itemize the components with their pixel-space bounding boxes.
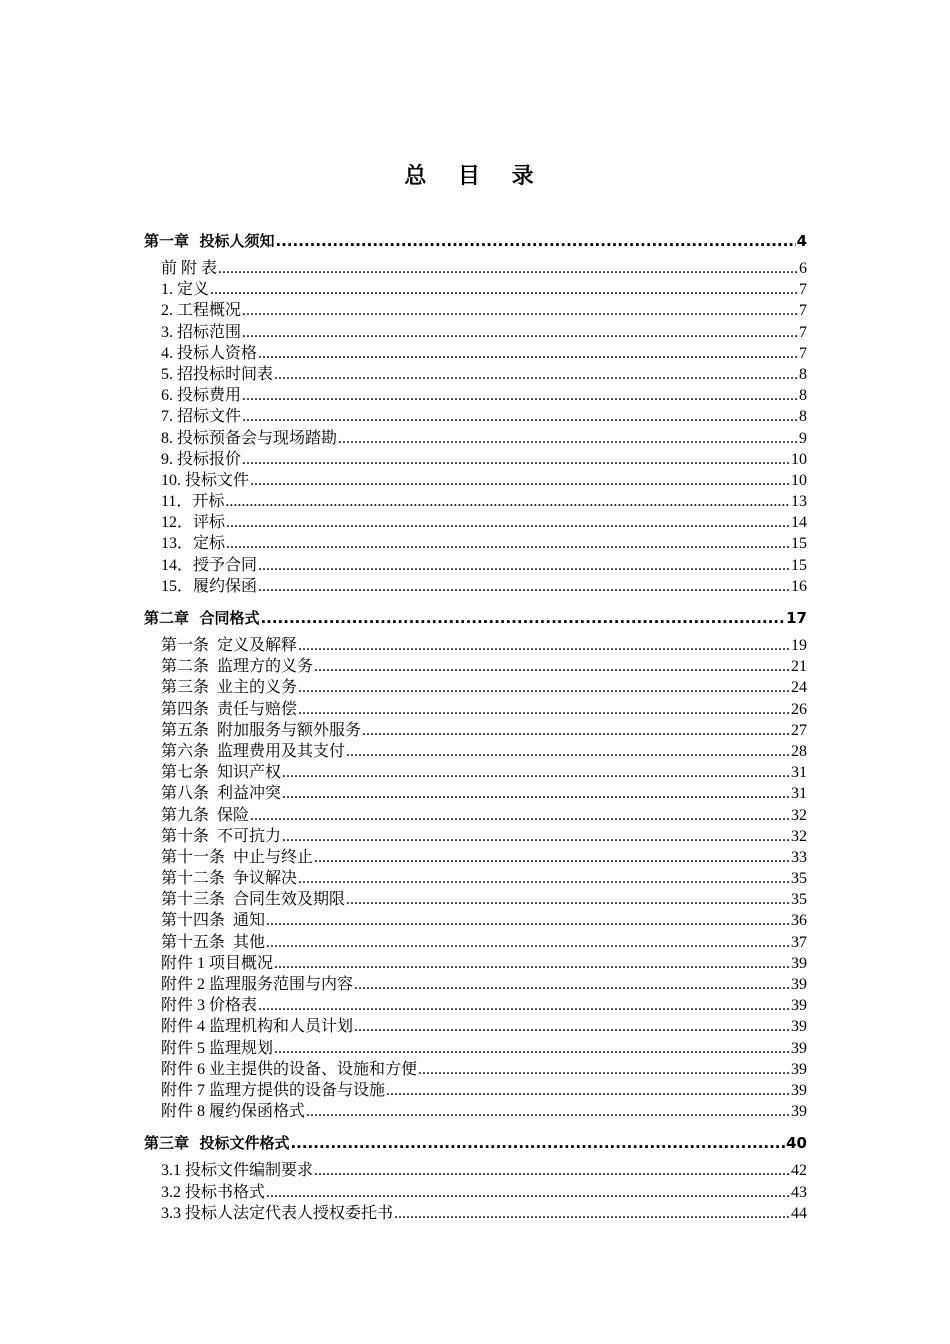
toc-entry[interactable]: [161, 783, 807, 804]
toc-entry[interactable]: [161, 1203, 807, 1224]
toc-entry[interactable]: [161, 1080, 807, 1101]
toc-entry-page-number: 35: [791, 891, 807, 909]
toc-entry-page-number: 44: [791, 1204, 807, 1222]
dot-leader: [354, 1016, 790, 1037]
toc-entry-title: 7. 招标文件: [161, 408, 242, 426]
toc-entry-title: 附件 6 业主提供的设备、设施和方便: [161, 1060, 418, 1078]
toc-entry-page-number: 10: [791, 450, 807, 468]
toc-entry[interactable]: [161, 470, 807, 491]
dot-leader: [274, 953, 790, 974]
toc-entry-page-number: 9: [799, 429, 807, 447]
dot-leader: [314, 656, 790, 677]
toc-entry[interactable]: [161, 1182, 807, 1203]
toc-entry-title: 11．开标: [161, 493, 225, 511]
toc-entry-title: 第八条 利益冲突: [161, 785, 282, 803]
toc-entry-title: 前 附 表: [161, 260, 218, 277]
toc-entry-title: 3.3 投标人法定代表人授权委托书: [161, 1204, 394, 1222]
toc-entry-page-number: 39: [791, 976, 807, 993]
dot-leader: [242, 449, 790, 470]
dot-leader: [242, 385, 798, 406]
toc-entry-title: 第十一条 中止与终止: [161, 848, 314, 866]
toc-entry-title: 1. 定义: [161, 281, 210, 299]
toc-chapter-title: 第三章 投标文件格式: [144, 1134, 290, 1153]
toc-entry[interactable]: [161, 576, 807, 597]
toc-entry-list: [144, 1160, 807, 1224]
toc-entry[interactable]: [161, 656, 807, 677]
toc-entry[interactable]: [161, 805, 807, 826]
dot-leader: [346, 741, 790, 762]
toc-entry-title: 8. 投标预备会与现场踏勘: [161, 429, 338, 447]
dot-leader: [218, 258, 798, 279]
toc-chapter-page-number: 40: [786, 1134, 807, 1153]
toc-entry-page-number: 10: [791, 471, 807, 489]
toc-entry-title: 2. 工程概况: [161, 302, 242, 320]
toc-entry-page-number: 39: [791, 1060, 807, 1078]
dot-leader: [306, 1101, 790, 1122]
toc-entry-title: 附件 3 价格表: [161, 997, 258, 1015]
toc-entry[interactable]: [161, 491, 807, 512]
dot-leader: [258, 576, 790, 597]
toc-entry-page-number: 7: [799, 323, 807, 341]
toc-entry[interactable]: [161, 1059, 807, 1080]
toc-entry-page-number: 31: [791, 764, 807, 782]
dot-leader: [290, 1130, 785, 1156]
toc-entry-title: 第二条 监理方的义务: [161, 658, 314, 676]
toc-entry-page-number: 32: [791, 806, 807, 824]
dot-leader: [258, 995, 790, 1016]
toc-entry[interactable]: [161, 406, 807, 427]
toc-entry-page-number: 21: [791, 658, 807, 676]
toc-entry-title: 3.1 投标文件编制要求: [161, 1162, 314, 1180]
toc-chapter-heading[interactable]: [144, 228, 807, 254]
dot-leader: [260, 605, 785, 631]
toc-entry-page-number: 7: [799, 344, 807, 362]
toc-entry-page-number: 13: [791, 493, 807, 511]
toc-entry[interactable]: [161, 635, 807, 656]
toc-entry[interactable]: [161, 868, 807, 889]
dot-leader: [258, 555, 790, 576]
toc-entry-page-number: 43: [791, 1183, 807, 1201]
dot-leader: [298, 635, 790, 656]
dot-leader: [362, 720, 790, 741]
toc-entry[interactable]: [161, 762, 807, 783]
toc-entry-title: 第十条 不可抗力: [161, 827, 282, 845]
toc-entry[interactable]: [161, 910, 807, 931]
toc-entry-page-number: 19: [791, 637, 807, 654]
toc-entry[interactable]: [161, 428, 807, 449]
toc-entry[interactable]: [161, 449, 807, 470]
toc-entry[interactable]: [161, 699, 807, 720]
toc-entry-page-number: 32: [791, 827, 807, 845]
toc-entry[interactable]: [161, 932, 807, 953]
dot-leader: [274, 1038, 790, 1059]
toc-entry[interactable]: [161, 741, 807, 762]
toc-entry-title: 5. 招投标时间表: [161, 365, 274, 383]
toc-entry-page-number: 27: [791, 721, 807, 739]
toc-entry[interactable]: [161, 847, 807, 868]
dot-leader: [266, 1182, 790, 1203]
toc-chapter-page-number: 17: [786, 609, 807, 627]
toc-entry-page-number: 24: [791, 679, 807, 697]
toc-entry-title: 第九条 保险: [161, 806, 250, 824]
toc-chapter: [144, 228, 807, 597]
toc-entry-page-number: 8: [799, 387, 807, 405]
toc-entry-list: [144, 258, 807, 597]
toc-entry-page-number: 15: [791, 556, 807, 574]
toc-entry-title: 第六条 监理费用及其支付: [161, 742, 346, 760]
dot-leader: [266, 932, 790, 953]
toc-entry-page-number: 28: [791, 742, 807, 760]
toc-entry-page-number: 39: [791, 954, 807, 972]
toc-entry[interactable]: [161, 343, 807, 364]
toc-entry-title: 9. 投标报价: [161, 450, 242, 468]
dot-leader: [386, 1080, 790, 1101]
toc-entry-page-number: 39: [791, 1018, 807, 1036]
toc-entry-title: 第三条 业主的义务: [161, 679, 298, 697]
toc-entry-title: 13．定标: [161, 535, 226, 553]
dot-leader: [225, 491, 790, 512]
toc-entry[interactable]: [161, 258, 807, 279]
toc-entry[interactable]: [161, 279, 807, 300]
toc-entry[interactable]: [161, 1101, 807, 1122]
toc-entry-page-number: 36: [791, 912, 807, 930]
toc-entry-title: 第十二条 争议解决: [161, 870, 298, 888]
toc-entry-page-number: 6: [799, 260, 807, 277]
toc-entry-title: 附件 5 监理规划: [161, 1039, 274, 1057]
toc-entry[interactable]: [161, 364, 807, 385]
toc-entry[interactable]: [161, 300, 807, 321]
dot-leader: [250, 805, 790, 826]
toc-entry-page-number: 39: [791, 1039, 807, 1057]
toc-entry-title: 附件 4 监理机构和人员计划: [161, 1018, 354, 1036]
table-of-contents: [144, 228, 807, 1232]
toc-entry-title: 4. 投标人资格: [161, 344, 258, 362]
toc-entry-title: 第十四条 通知: [161, 912, 266, 930]
toc-entry-title: 附件 8 履约保函格式: [161, 1103, 306, 1121]
toc-entry-page-number: 14: [791, 514, 807, 532]
toc-entry-title: 第十五条 其他: [161, 933, 266, 951]
dot-leader: [418, 1059, 790, 1080]
dot-leader: [275, 228, 795, 254]
dot-leader: [298, 699, 790, 720]
toc-entry-title: 第一条 定义及解释: [161, 637, 298, 654]
toc-entry-list: [144, 635, 807, 1122]
dot-leader: [338, 428, 798, 449]
toc-entry-page-number: 39: [791, 997, 807, 1015]
toc-entry-page-number: 39: [791, 1103, 807, 1121]
toc-entry-title: 3. 招标范围: [161, 323, 242, 341]
dot-leader: [314, 1160, 790, 1181]
toc-chapter-title: 第二章 合同格式: [144, 609, 260, 627]
toc-entry-title: 第五条 附加服务与额外服务: [161, 721, 362, 739]
toc-chapter-page-number: 4: [796, 232, 807, 250]
toc-entry-page-number: 35: [791, 870, 807, 888]
toc-entry-page-number: 39: [791, 1081, 807, 1099]
toc-entry-title: 附件 7 监理方提供的设备与设施: [161, 1081, 386, 1099]
toc-entry-title: 第七条 知识产权: [161, 764, 282, 782]
dot-leader: [226, 512, 790, 533]
toc-chapter-title: 第一章 投标人须知: [144, 232, 275, 250]
toc-chapter-heading[interactable]: [144, 605, 807, 631]
dot-leader: [354, 974, 790, 995]
toc-entry[interactable]: [161, 533, 807, 554]
toc-entry-title: 15．履约保函: [161, 577, 258, 595]
dot-leader: [394, 1203, 790, 1224]
toc-entry[interactable]: [161, 512, 807, 533]
toc-chapter: [144, 1130, 807, 1224]
dot-leader: [298, 868, 790, 889]
toc-entry[interactable]: [161, 1016, 807, 1037]
dot-leader: [282, 762, 790, 783]
toc-entry-page-number: 16: [791, 577, 807, 595]
toc-entry[interactable]: [161, 385, 807, 406]
dot-leader: [242, 300, 798, 321]
toc-entry[interactable]: [161, 953, 807, 974]
toc-entry-page-number: 15: [791, 535, 807, 553]
toc-entry-title: 10. 投标文件: [161, 471, 250, 489]
toc-entry-page-number: 31: [791, 785, 807, 803]
dot-leader: [242, 406, 798, 427]
toc-entry-page-number: 7: [799, 281, 807, 299]
dot-leader: [314, 847, 790, 868]
toc-entry-page-number: 42: [791, 1162, 807, 1180]
dot-leader: [346, 889, 790, 910]
toc-entry[interactable]: [161, 322, 807, 343]
toc-entry[interactable]: [161, 889, 807, 910]
toc-chapter-heading[interactable]: [144, 1130, 807, 1156]
toc-entry[interactable]: [161, 1038, 807, 1059]
toc-entry[interactable]: [161, 720, 807, 741]
toc-entry-page-number: 8: [799, 408, 807, 426]
dot-leader: [226, 533, 790, 554]
dot-leader: [250, 470, 790, 491]
toc-chapter: [144, 605, 807, 1122]
toc-entry-page-number: 33: [791, 848, 807, 866]
toc-entry-title: 12．评标: [161, 514, 226, 532]
toc-entry-title: 6. 投标费用: [161, 387, 242, 405]
dot-leader: [242, 322, 798, 343]
dot-leader: [282, 783, 790, 804]
toc-entry[interactable]: [161, 1160, 807, 1181]
toc-entry-title: 第四条 责任与赔偿: [161, 700, 298, 718]
toc-entry[interactable]: [161, 555, 807, 576]
dot-leader: [258, 343, 798, 364]
toc-entry-page-number: 7: [799, 302, 807, 320]
page-title: 总 目 录: [404, 164, 546, 189]
toc-entry-title: 附件 1 项目概况: [161, 954, 274, 972]
toc-entry-title: 附件 2 监理服务范围与内容: [161, 976, 354, 993]
toc-entry[interactable]: [161, 995, 807, 1016]
toc-entry-title: 14．授予合同: [161, 556, 258, 574]
dot-leader: [274, 364, 798, 385]
dot-leader: [210, 279, 798, 300]
toc-entry-title: 第十三条 合同生效及期限: [161, 891, 346, 909]
dot-leader: [298, 677, 790, 698]
dot-leader: [266, 910, 790, 931]
toc-entry-title: 3.2 投标书格式: [161, 1183, 266, 1201]
toc-entry[interactable]: [161, 974, 807, 995]
toc-entry-page-number: 8: [799, 365, 807, 383]
toc-entry[interactable]: [161, 826, 807, 847]
dot-leader: [282, 826, 790, 847]
toc-entry-page-number: 26: [791, 700, 807, 718]
toc-entry-page-number: 37: [791, 933, 807, 951]
toc-entry[interactable]: [161, 677, 807, 698]
